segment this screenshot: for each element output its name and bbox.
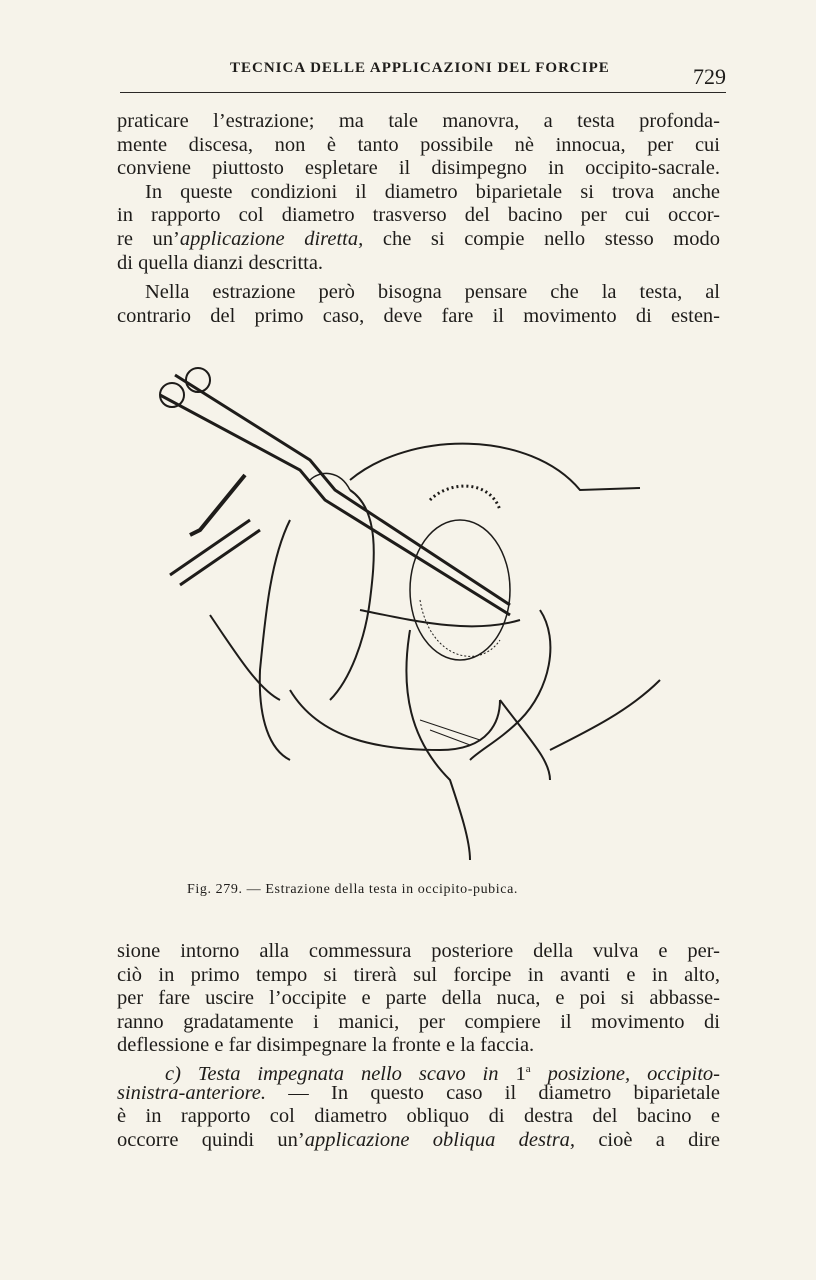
forceps: [160, 368, 520, 626]
text-span: che si compie nello stesso modo: [363, 227, 720, 250]
text-line: ciò in primo tempo si tirerà sul forcipe in avanti e in alto,: [117, 963, 720, 986]
text-span: occorre quindi un’: [117, 1128, 305, 1151]
text-line: di quella dianzi descritta.: [117, 251, 324, 274]
text-line: In queste condizioni il diametro biparietale si trova anche: [145, 180, 720, 203]
text-line: sione intorno alla commessura posteriore della vulva e per-: [117, 940, 720, 962]
text-line: è in rapporto col diametro obliquo di destra del bacino e: [117, 1105, 720, 1128]
text-span: 1: [515, 1062, 526, 1085]
italic-heading: Testa impegnata nello scavo in: [197, 1062, 516, 1085]
section-heading-line: [117, 1058, 720, 1085]
text-line: ranno gradatamente i manici, per compiere il movimento di: [117, 1010, 720, 1033]
text-span: cioè a dire: [575, 1128, 720, 1151]
text-line: Nella estrazione però bisogna pensare che la testa, al: [145, 281, 720, 304]
text-line: [117, 1082, 720, 1106]
bottom-paragraphs: [117, 940, 720, 1152]
hands: [260, 473, 551, 860]
text-line: deflessione e far disimpegnare la fronte e la faccia.: [117, 1034, 535, 1057]
italic-term: applicazione diretta,: [179, 227, 364, 250]
text-line: mente discesa, non è tanto possibile nè innocua, per cui: [117, 133, 720, 156]
text-line: [117, 1129, 720, 1153]
text-span: re un’: [117, 227, 180, 250]
figure-caption: Fig. 279. — Estrazione della testa in occipito-pubica.: [187, 882, 518, 897]
italic-heading: posizione, occipito-: [530, 1062, 720, 1085]
text-line: [117, 228, 720, 252]
header-rule: [120, 92, 726, 93]
text-line: contrario del primo caso, deve fare il movimento di esten-: [117, 304, 720, 327]
italic-heading: sinistra-anteriore.: [117, 1081, 267, 1104]
text-line: conviene piuttosto espletare il disimpegno in occipito-sacrale.: [117, 157, 720, 180]
running-header: [120, 58, 726, 98]
text-line: praticare l’estrazione; ma tale manovra, a testa profonda-: [117, 110, 720, 132]
text-line: per fare uscire l’occipite e parte della nuca, e poi si abbasse-: [117, 987, 720, 1010]
pelvis-outline: [210, 444, 660, 780]
forceps-extraction-illustration: [150, 360, 670, 865]
text-span: — In questo caso il diametro biparietale: [266, 1081, 720, 1104]
text-line: in rapporto col diametro trasverso del bacino per cui occor-: [117, 204, 720, 227]
top-paragraphs: [117, 110, 720, 328]
page-number: 729: [693, 64, 726, 89]
superscript: a: [525, 1062, 531, 1075]
italic-term: applicazione obliqua destra,: [304, 1128, 576, 1151]
running-title: TECNICA DELLE APPLICAZIONI DEL FORCIPE: [230, 60, 610, 76]
section-label: c): [165, 1062, 198, 1085]
